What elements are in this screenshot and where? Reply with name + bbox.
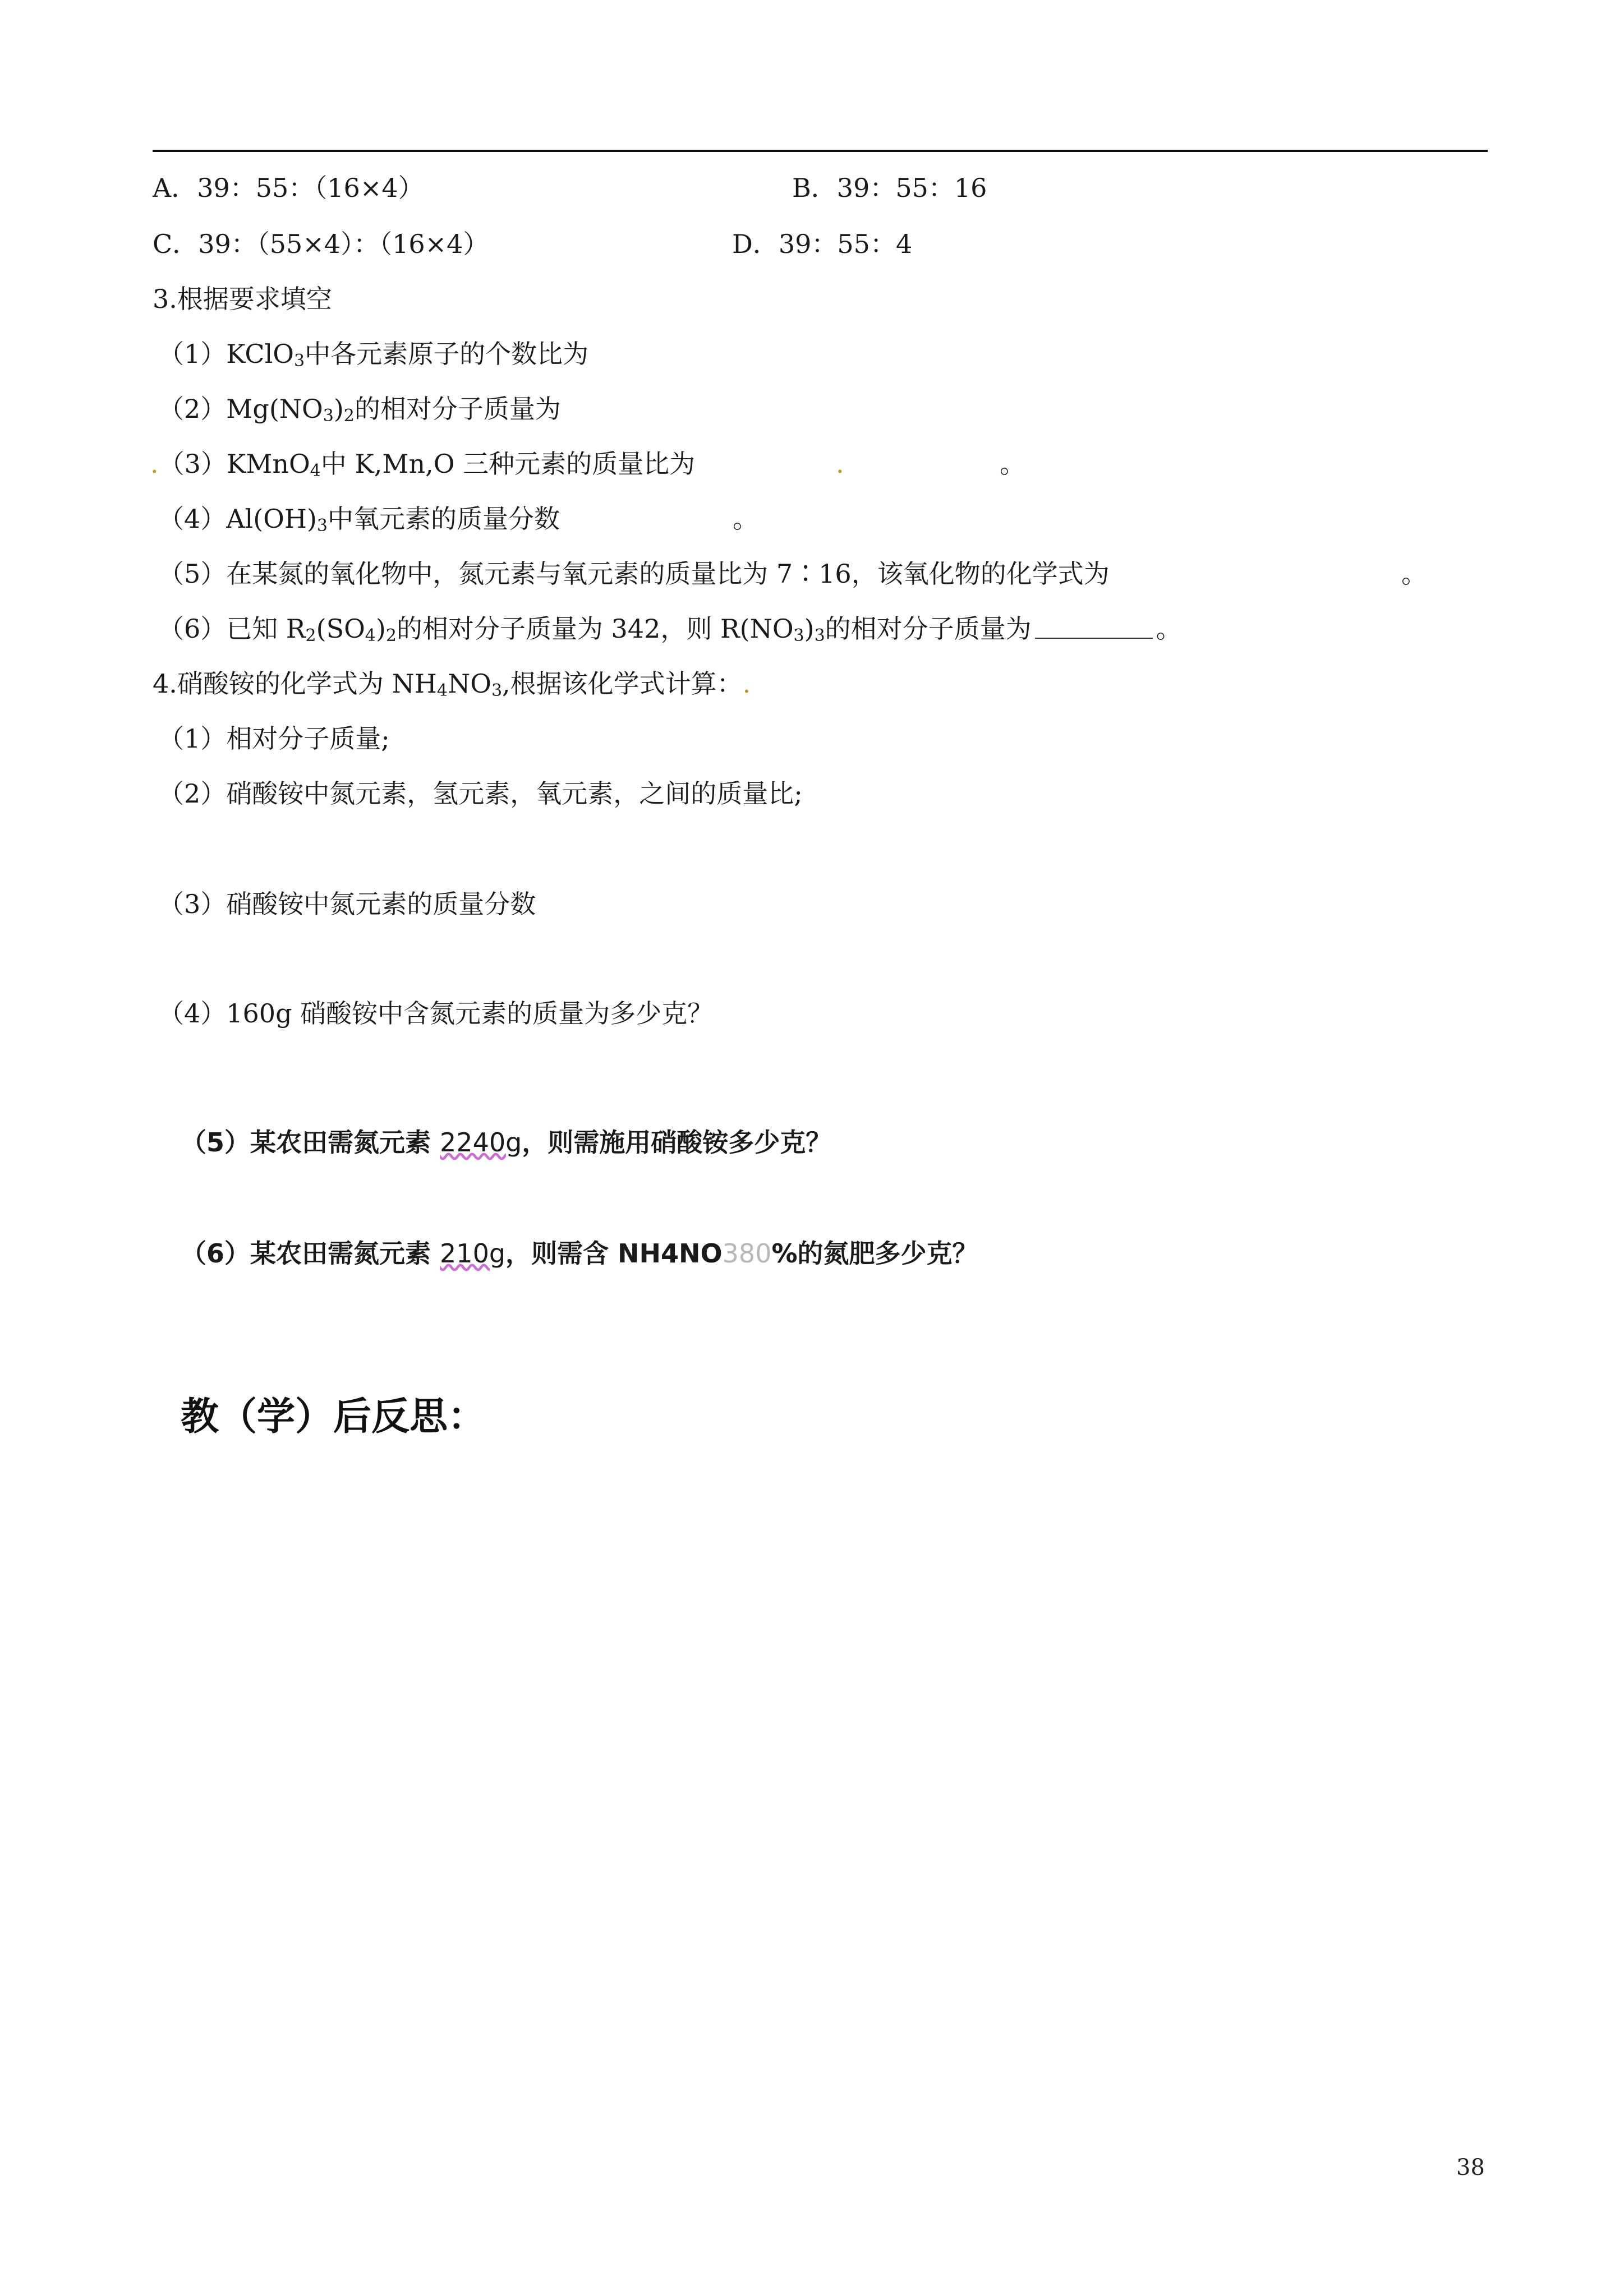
- q4-item-4: （4）160g 硝酸铵中含氮元素的质量为多少克？: [158, 998, 714, 1029]
- q3-item-6-mid1: (SO: [316, 614, 365, 644]
- q4-item-6-faded: 380: [722, 1238, 772, 1269]
- option-d: D．39：55：4: [732, 229, 913, 259]
- header-rule: [153, 150, 1488, 152]
- q3-item-1: [158, 337, 588, 371]
- q3-item-6-end: 。: [1156, 614, 1182, 644]
- q3-item-2: [158, 392, 561, 426]
- q4-item-3: （3）硝酸铵中氮元素的质量分数: [158, 889, 536, 919]
- option-c: C．39：（55×4）：（16×4）: [153, 229, 489, 259]
- q4-title-sub1: 4: [436, 681, 448, 700]
- q3-item-2-post: 的相对分子质量为: [354, 394, 561, 424]
- q3-item-2-pre: （2）Mg(NO: [158, 394, 323, 424]
- q4-title-mid: NO: [447, 668, 491, 699]
- q4-item-6-pre: （6）某农田需氮元素: [181, 1238, 440, 1269]
- q3-item-6-sub3: 2: [385, 626, 397, 646]
- q3-item-3-pre: （3）KMnO: [158, 449, 310, 479]
- q3-item-3-lead-dot: .: [150, 449, 159, 479]
- page-number: 38: [1456, 2155, 1485, 2180]
- q3-item-4-post: 中氧元素的质量分数: [328, 504, 560, 534]
- q4-item-5-post: ，则需施用硝酸铵多少克？: [522, 1127, 832, 1158]
- q4-item-5-value: 2240g: [440, 1127, 522, 1158]
- q3-item-3-post: 中 K,Mn,O 三种元素的质量比为: [320, 449, 696, 479]
- q3-item-1-pre: （1）KClO: [158, 339, 295, 369]
- q3-item-3-end: 。: [1000, 449, 1025, 479]
- q3-item-6-post: 的相对分子质量为: [825, 614, 1032, 644]
- q3-item-4-end: 。: [733, 504, 758, 534]
- q4-item-6-mid: ，则需含 NH4NO: [505, 1238, 723, 1269]
- q3-item-5-end: 。: [1401, 559, 1427, 589]
- q4-item-1: （1）相对分子质量;: [158, 723, 390, 754]
- q4-item-5: [181, 1126, 831, 1159]
- q4-title-pre: 4.硝酸铵的化学式为 NH: [153, 668, 437, 699]
- reflection-heading: 教（学）后反思：: [181, 1395, 486, 1439]
- q4-title: [153, 667, 751, 700]
- option-a: A．39：55：（16×4）: [153, 173, 424, 203]
- q3-item-6: [158, 612, 1182, 646]
- q3-title: 3.根据要求填空: [153, 284, 332, 314]
- option-b: B．39：55：16: [792, 173, 987, 203]
- q3-item-4-pre: （4）Al(OH): [158, 504, 317, 534]
- q4-title-post: ,根据该化学式计算：: [502, 668, 743, 699]
- q3-item-4: [158, 502, 560, 536]
- answer-blank[interactable]: [1035, 615, 1153, 639]
- q3-item-1-sub: 3: [294, 351, 305, 371]
- q3-item-6-mid4: ): [804, 614, 815, 644]
- q3-item-1-post: 中各元素原子的个数比为: [305, 339, 589, 369]
- q3-item-6-mid3: 的相对分子质量为 342，则 R(NO: [396, 614, 794, 644]
- q3-item-3: [150, 447, 695, 481]
- q4-item-6: [181, 1237, 978, 1270]
- q3-item-2-sub1: 3: [323, 406, 334, 426]
- q3-item-3-mark: .: [836, 449, 844, 479]
- q4-item-6-value: 210g: [440, 1238, 506, 1269]
- q3-item-3-sub: 4: [310, 461, 321, 481]
- q3-item-4-sub: 3: [316, 516, 328, 536]
- q3-item-6-mid2: ): [375, 614, 386, 644]
- q4-title-dot: .: [742, 668, 751, 699]
- q4-item-6-post: %的氮肥多少克？: [771, 1238, 978, 1269]
- q3-item-6-sub1: 2: [305, 626, 316, 646]
- q4-item-5-pre: （5）某农田需氮元素: [181, 1127, 440, 1158]
- q4-title-sub2: 3: [491, 681, 503, 700]
- q3-item-5: （5）在某氮的氧化物中，氮元素与氧元素的质量比为 7∶16，该氧化物的化学式为: [158, 559, 1110, 589]
- q4-item-2: （2）硝酸铵中氮元素，氢元素，氧元素，之间的质量比;: [158, 778, 803, 809]
- q3-item-2-sub2: 2: [343, 406, 355, 426]
- q3-item-6-sub4: 3: [793, 626, 804, 646]
- q3-item-6-pre: （6）已知 R: [158, 614, 306, 644]
- q3-item-6-sub5: 3: [814, 626, 825, 646]
- q3-item-2-mid: ): [333, 394, 344, 424]
- q3-item-6-sub2: 4: [365, 626, 376, 646]
